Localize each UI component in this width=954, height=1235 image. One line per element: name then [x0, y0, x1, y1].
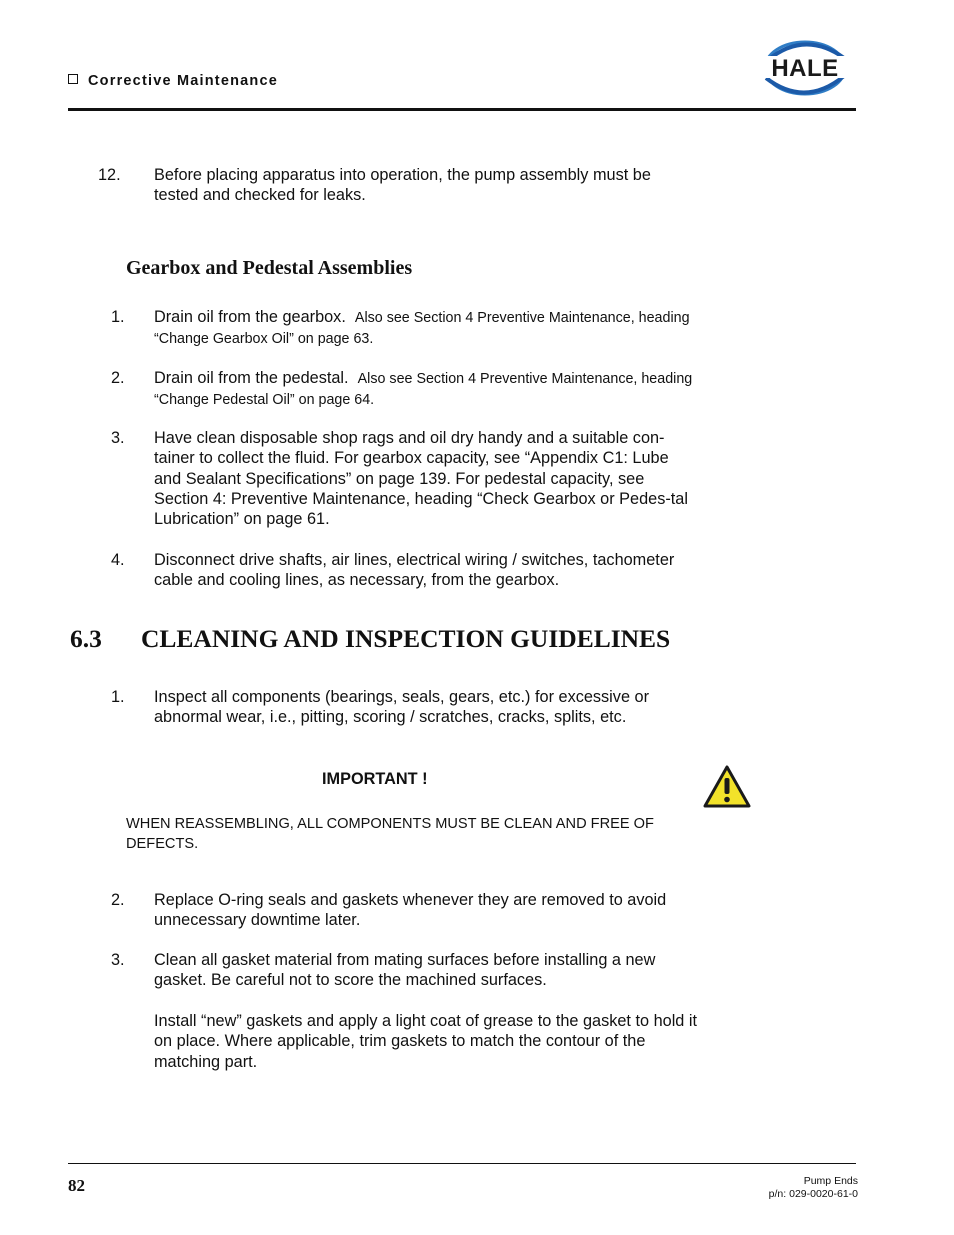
page-number: 82 [68, 1176, 85, 1195]
svg-text:HALE: HALE [771, 55, 839, 82]
important-label: IMPORTANT ! [322, 770, 428, 788]
step-number: 3. [111, 951, 125, 969]
step-continuation-text: Install “new” gaskets and apply a light coat of grease to the gasket to hold it on place. Where applicable, trim gaskets to match the contour of the matching part. [154, 1012, 698, 1071]
step-text: Before placing apparatus into operation, the pump assembly must be tested and checked for leaks. [154, 166, 651, 205]
footer-part-number: p/n: 029-0020-61-0 [768, 1188, 858, 1200]
step-text: Inspect all components (bearings, seals, gears, etc.) for excessive or abnormal wear, i.e., pitting, scoring / scratches, cracks, splits, etc. [154, 688, 649, 727]
step-note-text: Also see Section 4 Preventive Maintenance, heading “Change Gearbox Oil” on page 63. [154, 310, 690, 348]
footer-rule [68, 1163, 856, 1164]
step-number: 2. [111, 369, 125, 387]
section-title: CLEANING AND INSPECTION GUIDELINES [141, 624, 671, 653]
step-number: 12. [98, 166, 121, 184]
hale-logo [754, 34, 856, 102]
step-main-text: Drain oil from the gearbox. [154, 308, 346, 326]
step-main-text: Drain oil from the pedestal. [154, 369, 349, 387]
step-number: 1. [111, 308, 125, 326]
step-text [154, 307, 699, 350]
subsection-heading: Gearbox and Pedestal Assemblies [126, 257, 413, 279]
step-number: 4. [111, 551, 125, 569]
footer-doc-info [769, 1175, 858, 1201]
footer-doc-title: Pump Ends [803, 1175, 858, 1187]
checkbox-bullet-icon [68, 74, 78, 84]
section-number: 6.3 [70, 624, 102, 653]
warning-triangle-icon [703, 765, 751, 809]
step-note-text: Also see Section 4 Preventive Maintenance, heading “Change Pedestal Oil” on page 64. [154, 371, 693, 409]
step-text [154, 368, 699, 411]
running-header [68, 73, 278, 89]
header-section-label: Corrective Maintenance [88, 73, 278, 89]
section-heading [70, 624, 671, 654]
step-text: Replace O-ring seals and gaskets whenever they are removed to avoid unnecessary downtime later. [154, 891, 667, 930]
step-number: 2. [111, 891, 125, 909]
step-number: 3. [111, 429, 125, 447]
step-text: Clean all gasket material from mating surfaces before installing a new gasket. Be careful not to score the machined surfaces. [154, 951, 656, 990]
step-number: 1. [111, 688, 125, 706]
important-notice-text: WHEN REASSEMBLING, ALL COMPONENTS MUST BE CLEAN AND FREE OF DEFECTS. [126, 816, 654, 852]
step-text: Have clean disposable shop rags and oil dry handy and a suitable con-tainer to collect the fluid. For gearbox capacity, see “Appendix C1: Lube and Sealant Specifications” on page 139. For pedestal capacity, see Section 4: Preventive Maintenance, heading “Check Gearbox or Pedes-tal Lubrication” on page 61. [154, 429, 688, 529]
step-text: Disconnect drive shafts, air lines, electrical wiring / switches, tachometer cable and cooling lines, as necessary, from the gearbox. [154, 551, 675, 590]
header-rule [68, 108, 856, 111]
